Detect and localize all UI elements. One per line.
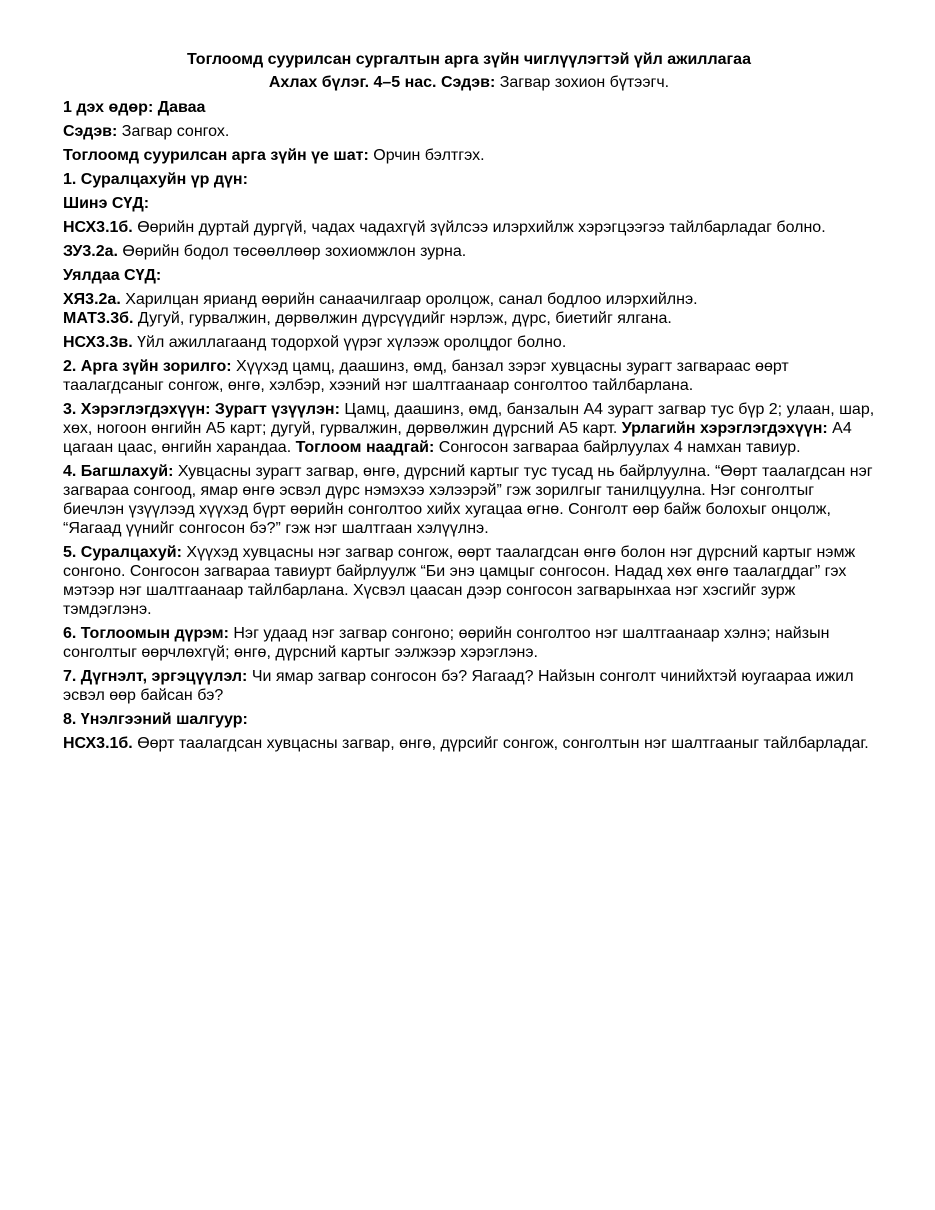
outcomes-heading-text: 1. Суралцахуйн үр дүн: <box>63 171 248 188</box>
materials-text: Цамц, даашинз, өмд, банзалын А4 зурагт загвар тус бүр 2; улаан, шар, хөх, ногоон өнгийн А5 карт; дугуй, гурвалжин, дөрвөлжин дүрсний А5 карт. <box>63 401 875 437</box>
outcome-code: ЗУ3.2а. <box>63 243 118 260</box>
continued-outcome-item <box>63 333 875 352</box>
learner-paragraph <box>63 543 875 619</box>
outcomes-heading <box>63 170 875 189</box>
reflection-label: 7. Дүгнэлт, эргэцүүлэл: <box>63 668 248 685</box>
teacher-text: Хувцасны зурагт загвар, өнгө, дүрсний картыг тус тусад нь байрлуулна. “Өөрт таалагдсан нэг загвараа сонгоод, ямар өнгө эсвэл дүрс нэмэхээ хэлээрэй” гэж зорилгыг танилцуулна. Нэг сонголтыг биечлэн үзүүлээд хүүхэд бүрт өөрийн сонголтоо хийх хугацаа өгнө. Сонголт өөр байж болохыг онцолж, “Яагаад үүнийг сонгосон бэ?” гэж нэг шалтгаан хэлүүлнэ. <box>63 463 873 537</box>
reflection-paragraph <box>63 667 875 705</box>
rules-label: 6. Тоглоомын дүрэм: <box>63 625 229 642</box>
outcome-text: Өөрийн бодол төсөөллөөр зохиомжлон зурна. <box>117 243 467 260</box>
continued-outcome-item <box>63 309 875 328</box>
continued-outcomes-heading-text: Уялдаа СҮД: <box>63 267 162 284</box>
toys-label: Тоглоом наадгай: <box>291 439 435 456</box>
subtitle-topic: Загвар зохион бүтээгч. <box>495 74 670 91</box>
outcome-code: ХЯ3.2а. <box>63 291 121 308</box>
criteria-item <box>63 734 875 753</box>
goal-paragraph <box>63 357 875 395</box>
continued-outcomes-heading <box>63 266 875 285</box>
outcome-code: НСХ3.3в. <box>63 334 133 351</box>
document-subtitle <box>63 73 875 92</box>
outcome-code: НСХ3.1б. <box>63 219 133 236</box>
reflection-text: Чи ямар загвар сонгосон бэ? Яагаад? Найзын сонголт чинийхтэй юугаараа ижил эсвэл өөр байсан бэ? <box>63 668 854 704</box>
goal-label: 2. Арга зүйн зорилго: <box>63 358 232 375</box>
materials-paragraph <box>63 400 875 457</box>
toys-text: Сонгосон загвараа байрлуулах 4 намхан тавиур. <box>434 439 801 456</box>
outcome-text: Харилцан ярианд өөрийн санаачилгаар оролцож, санал бодлоо илэрхийлнэ. <box>120 291 698 308</box>
outcome-text: Өөрийн дуртай дургүй, чадах чадахгүй зүйлсээ илэрхийлж хэрэгцээгээ тайлбарладаг болно. <box>132 219 826 236</box>
subtitle-group-label: Ахлах бүлэг. 4–5 нас. Сэдэв: <box>268 74 496 91</box>
document-page <box>63 50 875 758</box>
outcome-text: Үйл ажиллагаанд тодорхой үүрэг хүлээж оролцдог болно. <box>132 334 567 351</box>
document-title: Тоглоомд суурилсан сургалтын арга зүйн чиглүүлэгтэй үйл ажиллагаа <box>187 51 751 68</box>
criteria-heading <box>63 710 875 729</box>
learner-text: Хүүхэд хувцасны нэг загвар сонгож, өөрт таалагдсан өнгө болон нэг дүрсний картыг нэмж сонгоно. Сонгосон загвараа тавиурт байрлуулж “Би энэ цамцыг сонгосон. Надад хөх өнгө таалагддаг” гэх мэтээр нэг шалтгаанаар тайлбарлана. Хүсвэл цаасан дээр сонгосон загварынхаа нэг хэсгийг зурж тэмдэглэнэ. <box>63 544 856 618</box>
art-materials-label: Урлагийн хэрэглэгдэхүүн: <box>617 420 828 437</box>
teacher-paragraph <box>63 462 875 538</box>
stage-label: Тоглоомд суурилсан арга зүйн үе шат: <box>63 147 369 164</box>
new-outcomes-heading-text: Шинэ СҮД: <box>63 195 150 212</box>
day-line <box>63 98 875 117</box>
new-outcomes-heading <box>63 194 875 213</box>
stage-line <box>63 146 875 165</box>
topic-value: Загвар сонгох. <box>117 123 230 140</box>
new-outcome-item <box>63 218 875 237</box>
outcome-text: Дугуй, гурвалжин, дөрвөлжин дүрсүүдийг нэрлэж, дүрс, биетийг ялгана. <box>133 310 672 327</box>
goal-text: Хүүхэд цамц, даашинз, өмд, банзал зэрэг хувцасны зурагт загвараас өөрт таалагдсаныг сонгож, өнгө, хэлбэр, хээний нэг шалтгаанаар сонголтоо тайлбарлана. <box>63 358 789 394</box>
rules-paragraph <box>63 624 875 662</box>
criteria-heading-text: 8. Үнэлгээний шалгуур: <box>63 711 248 728</box>
criteria-text: Өөрт таалагдсан хувцасны загвар, өнгө, дүрсийг сонгож, сонголтын нэг шалтгааныг тайлбарладаг. <box>132 735 869 752</box>
learner-label: 5. Суралцахуй: <box>63 544 182 561</box>
teacher-label: 4. Багшлахуй: <box>63 463 174 480</box>
stage-value: Орчин бэлтгэх. <box>368 147 485 164</box>
materials-label: 3. Хэрэглэгдэхүүн: Зурагт үзүүлэн: <box>63 401 340 418</box>
continued-outcome-item <box>63 290 875 309</box>
criteria-code: НСХ3.1б. <box>63 735 133 752</box>
new-outcome-item <box>63 242 875 261</box>
rules-text: Нэг удаад нэг загвар сонгоно; өөрийн сонголтоо нэг шалтгаанаар хэлнэ; найзын сонголтыг өөрчлөхгүй; өнгө, дүрсний картыг ээлжээр хэрэглэнэ. <box>63 625 830 661</box>
outcome-code: МАТ3.3б. <box>63 310 134 327</box>
art-materials-text: А4 цагаан цаас, өнгийн харандаа. <box>63 420 852 456</box>
day-label: 1 дэх өдөр: Даваа <box>63 99 206 116</box>
topic-label: Сэдэв: <box>63 123 118 140</box>
topic-line <box>63 122 875 141</box>
